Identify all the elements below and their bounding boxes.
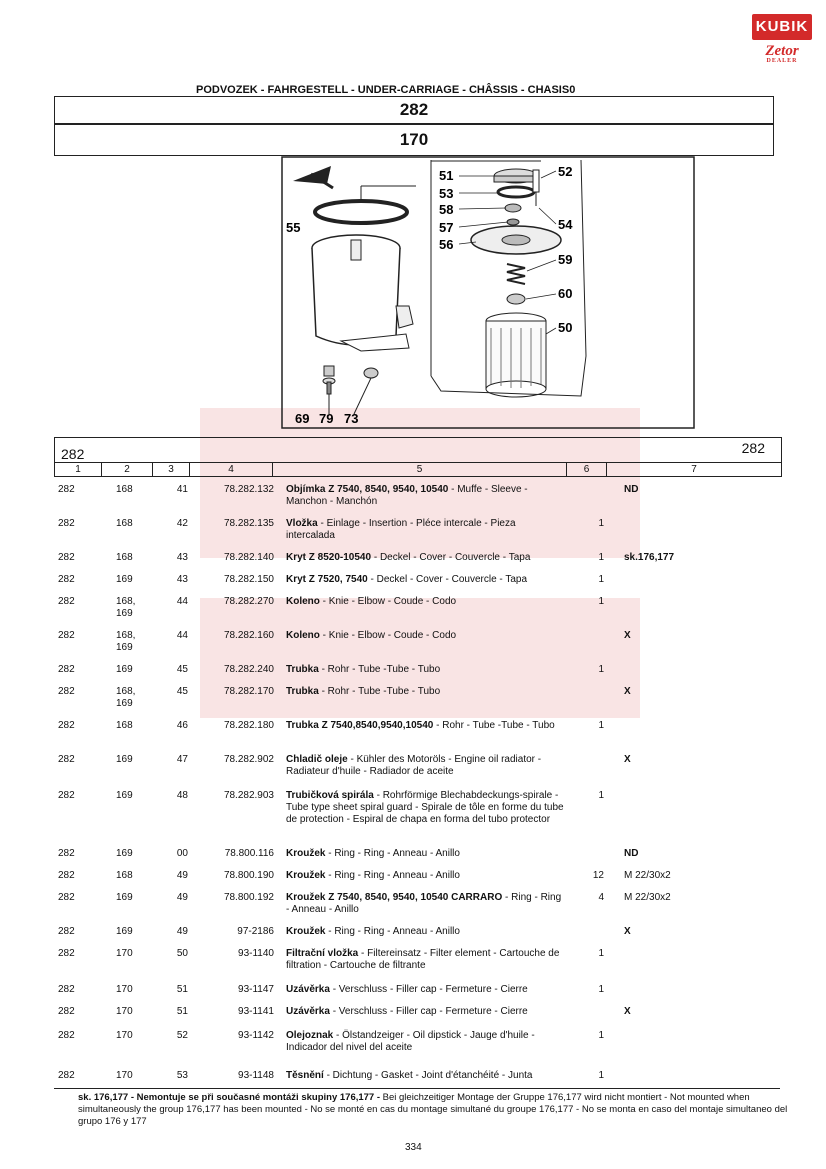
col-5-description [286,848,564,860]
part-translations: - Knie - Elbow - Coude - Codo [319,630,457,641]
col-4-cell: 78.282.170 [223,686,274,697]
logo-sub-small: DEALER [766,58,798,64]
col-7-cell: X [624,686,631,697]
part-name: Trubičková spirála [286,790,374,801]
col-1-cell: 282 [58,848,75,859]
col-1-cell: 282 [58,552,75,563]
col-2-cell: 168 [116,720,133,731]
part-translations: - Verschluss - Filler cap - Fermeture - Cierre [329,1006,528,1017]
col-2-cell: 168 [116,484,133,495]
filter-element [486,313,546,397]
part-name: Koleno [286,596,320,607]
col-3-cell: 49 [176,926,188,937]
group-right: 282 [741,440,765,456]
col-4-cell: 93-1147 [238,984,274,995]
part-translations: - Einlage - Insertion - Pléce intercale - Pieza intercalada [286,518,516,541]
label-59: 59 [558,252,573,267]
part-translations: - Deckel - Cover - Couvercle - Tapa [371,552,531,563]
col-1-cell: 282 [58,754,75,765]
part-translations: - Ring - Ring - Anneau - Anillo [325,848,460,859]
col-5-description [286,948,564,972]
label-56: 56 [439,237,454,252]
col-3-cell: 49 [176,892,188,903]
col-4-cell: 93-1141 [238,1006,274,1017]
col-5-description [286,892,564,916]
col-5-description [286,484,564,508]
col-1-cell: 282 [58,1030,75,1041]
col-1-cell: 282 [58,664,75,675]
part-name: Koleno [286,630,320,641]
part-translations: - Ölstandzeiger - Oil dipstick - Jauge d'huile - Indicador del nivel del aceite [286,1030,535,1053]
col-3-cell: 43 [176,574,188,585]
col-1-cell: 282 [58,926,75,937]
col-7-cell: X [624,630,631,641]
col-4-cell: 78.282.160 [223,630,274,641]
col-7-cell: ND [624,848,639,859]
part-name: Kroužek [286,848,326,859]
group-left: 282 [61,446,85,462]
col-1-cell: 282 [58,518,75,529]
col-1-cell: 282 [58,1006,75,1017]
spring [507,264,525,284]
part-name: Kryt Z 7520, 7540 [286,574,368,585]
col-header-3: 3 [153,463,190,476]
col-header-2: 2 [102,463,153,476]
label-50: 50 [558,320,573,335]
col-7-cell: M 22/30x2 [624,892,671,903]
col-7-cell: X [624,1006,631,1017]
col-6-cell: 1 [598,518,604,529]
col-2-cell: 168 [116,870,133,881]
col-1-cell: 282 [58,484,75,495]
col-2-cell: 170 [116,1006,133,1017]
part-name: Olejoznak [286,1030,334,1041]
col-5-description [286,984,564,996]
part-translations: - Kühler des Motoröls - Engine oil radiator - Radiateur d'huile - Radiador de aceite [286,754,542,777]
label-73: 73 [344,411,359,426]
part-translations: - Dichtung - Gasket - Joint d'étanchéité - Junta [323,1070,533,1081]
col-4-cell: 78.800.116 [224,848,274,859]
col-6-cell: 1 [598,1030,604,1041]
col-3-cell: 47 [176,754,188,765]
col-5-description [286,1070,564,1082]
filler-cap [494,169,538,183]
col-header-5: 5 [273,463,567,476]
col-1-cell: 282 [58,574,75,585]
label-52: 52 [558,164,573,179]
subgroup-number-box: 170 [54,124,774,156]
col-5-description [286,790,564,826]
col-2-cell: 169 [116,892,133,903]
part-name: Trubka Z 7540,8540,9540,10540 [286,720,434,731]
col-6-cell: 4 [598,892,604,903]
col-4-cell: 93-1140 [238,948,274,959]
col-3-cell: 44 [176,596,188,607]
col-7-cell: X [624,926,631,937]
col-4-cell: 78.282.902 [223,754,274,765]
col-5-description [286,870,564,882]
col-2-cell: 169 [116,848,133,859]
part-translations: - Rohr - Tube -Tube - Tubo [433,720,555,731]
part-translations: - Deckel - Cover - Couvercle - Tapa [367,574,528,585]
part-name: Uzávěrka [286,984,330,995]
col-4-cell: 97-2186 [237,926,274,937]
col-2-cell: 170 [116,984,133,995]
part-translations: - Muffe - Sleeve - Manchon - Manchón [286,484,528,507]
kubik-zetor-logo [752,14,812,70]
col-3-cell: 53 [176,1070,188,1081]
part-name: Kroužek Z 7540, 8540, 9540, 10540 CARRARO [286,892,503,903]
dipstick [533,170,539,206]
col-5-description [286,1006,564,1018]
col-5-description [286,686,564,698]
col-6-cell: 1 [598,552,604,563]
part-name: Vložka [286,518,318,529]
page-number: 334 [405,1142,422,1153]
col-2-cell: 170 [116,948,133,959]
col-3-cell: 46 [176,720,188,731]
part-translations: - Rohrförmige Blechabdeckungs-spirale - Tube type sheet spiral guard - Spirale de tôle en forme du tube de protection - Espiral de chapa en forma del tubo protector [286,790,564,825]
col-3-cell: 44 [176,630,188,641]
col-1-cell: 282 [58,596,75,607]
col-1-cell: 282 [58,984,75,995]
col-6-cell: 1 [598,984,604,995]
column-header-row [54,462,782,477]
col-header-7: 7 [691,464,697,475]
col-6-cell: 1 [598,596,604,607]
part-translations: - Ring - Ring - Anneau - Anillo [286,892,562,915]
label-57: 57 [439,220,454,235]
col-6-cell: 1 [598,720,604,731]
bolt-set [323,366,378,414]
col-2-cell: 169 [116,754,133,765]
part-name: Filtrační vložka [286,948,359,959]
col-2-cell: 169 [116,926,133,937]
col-6-cell: 12 [592,870,604,881]
col-3-cell: 41 [176,484,188,495]
gasket-53 [498,187,534,197]
col-4-cell: 78.282.135 [223,518,274,529]
col-6-cell: 1 [598,574,604,585]
col-1-cell: 282 [58,892,75,903]
col-3-cell: 00 [176,848,188,859]
part-translations: - Ring - Ring - Anneau - Anillo [325,870,460,881]
label-54: 54 [558,217,573,232]
col-3-cell: 49 [176,870,188,881]
col-5-description [286,596,564,608]
col-7-cell: X [624,754,631,765]
col-3-cell: 51 [176,984,188,995]
label-60: 60 [558,286,573,301]
col-4-cell: 93-1142 [238,1030,274,1041]
col-6-cell: 1 [598,948,604,959]
col-1-cell: 282 [58,948,75,959]
col-5-description [286,664,564,676]
col-1-cell: 282 [58,686,75,697]
footnote [78,1092,788,1128]
part-translations: - Verschluss - Filler cap - Fermeture - Cierre [329,984,528,995]
col-4-cell: 78.282.240 [223,664,274,675]
col-4-cell: 78.282.903 [223,790,274,801]
col-5-description [286,574,564,586]
col-2-cell: 168, 169 [116,686,136,709]
col-4-cell: 93-1148 [238,1070,274,1081]
col-1-cell: 282 [58,790,75,801]
col-5-description [286,754,564,778]
col-1-cell: 282 [58,630,75,641]
col-header-4: 4 [190,463,273,476]
label-69: 69 [295,411,310,426]
lid-plate [471,226,561,254]
col-3-cell: 51 [176,1006,188,1017]
col-5-description [286,1030,564,1054]
col-2-cell: 168, 169 [116,630,136,653]
part-name: Trubka [286,686,319,697]
col-3-cell: 50 [176,948,188,959]
part-name: Kroužek [286,870,326,881]
col-5-description [286,720,564,732]
col-2-cell: 169 [116,790,133,801]
logo-brand: KUBIK [752,14,812,40]
part-name: Kroužek [286,926,326,937]
col-7-cell: sk.176,177 [624,552,675,563]
col-header-6: 6 [567,463,607,476]
col-1-cell: 282 [58,870,75,881]
col-5-description [286,518,564,542]
col-4-cell: 78.282.132 [223,484,274,495]
col-2-cell: 168 [116,518,133,529]
exploded-parts-diagram [281,156,695,429]
col-3-cell: 43 [176,552,188,563]
part-name: Kryt Z 8520-10540 [286,552,372,563]
bottom-rule [54,1088,780,1089]
col-1-cell: 282 [58,720,75,731]
logo-sub [752,43,812,64]
part-name: Trubka [286,664,319,675]
col-6-cell: 1 [598,1070,604,1081]
label-58: 58 [439,202,454,217]
col-2-cell: 170 [116,1030,133,1041]
footnote-text: Bei gleichzeitiger Montage der Gruppe 176,177 wird nicht montiert - Not mounted when simultaneously the group 176,177 has been mounted - No se monté en cas du montage simultané du groupe 176,177 - No se monta en caso del montaje simultaneo del grupo 176 y 177 [78,1092,788,1127]
col-4-cell: 78.282.140 [223,552,274,563]
part-name: Uzávěrka [286,1006,330,1017]
group-number-box: 282 [54,96,774,124]
col-3-cell: 42 [176,518,188,529]
col-4-cell: 78.800.192 [223,892,274,903]
col-2-cell: 169 [116,664,133,675]
col-2-cell: 168 [116,552,133,563]
logo-sub-text: Zetor [765,43,799,59]
part-translations: - Knie - Elbow - Coude - Codo [319,596,457,607]
col-header-1: 1 [55,463,102,476]
part-name: Chladič oleje [286,754,348,765]
label-51: 51 [439,168,454,183]
direction-arrow-icon [293,166,333,188]
part-name: Objímka Z 7540, 8540, 9540, 10540 [286,484,449,495]
col-1-cell: 282 [58,1070,75,1081]
col-6-cell: 1 [598,664,604,675]
col-4-cell: 78.800.190 [223,870,274,881]
label-53: 53 [439,186,454,201]
part-translations: - Filtereinsatz - Filter element - Cartouche de filtration - Cartouche de filtrante [286,948,560,971]
col-3-cell: 45 [176,664,188,675]
col-7-cell: ND [624,484,639,495]
col-3-cell: 45 [176,686,188,697]
part-translations: - Ring - Ring - Anneau - Anillo [325,926,460,937]
col-2-cell: 168, 169 [116,596,136,619]
col-7-cell: M 22/30x2 [624,870,671,881]
col-5-description [286,552,564,564]
col-3-cell: 48 [176,790,188,801]
col-5-description [286,630,564,642]
footnote-bold: sk. 176,177 - Nemontuje se při současné montáži skupiny 176,177 - [78,1092,381,1103]
col-5-description [286,926,564,938]
section-title: PODVOZEK - FAHRGESTELL - UNDER-CARRIAGE - CHÂSSIS - CHASIS0 [196,84,576,96]
part-name: Těsnění [286,1070,324,1081]
label-55: 55 [286,220,301,235]
col-2-cell: 170 [116,1070,133,1081]
oil-tank-body [312,235,413,351]
col-4-cell: 78.282.180 [223,720,274,731]
col-4-cell: 78.282.150 [223,574,274,585]
col-2-cell: 169 [116,574,133,585]
col-3-cell: 52 [176,1030,188,1041]
label-79: 79 [319,411,334,426]
col-4-cell: 78.282.270 [223,596,274,607]
part-translations: - Rohr - Tube -Tube - Tubo [318,686,441,697]
col-6-cell: 1 [598,790,604,801]
gasket-ring [315,201,407,223]
part-translations: - Rohr - Tube -Tube - Tubo [318,664,441,675]
